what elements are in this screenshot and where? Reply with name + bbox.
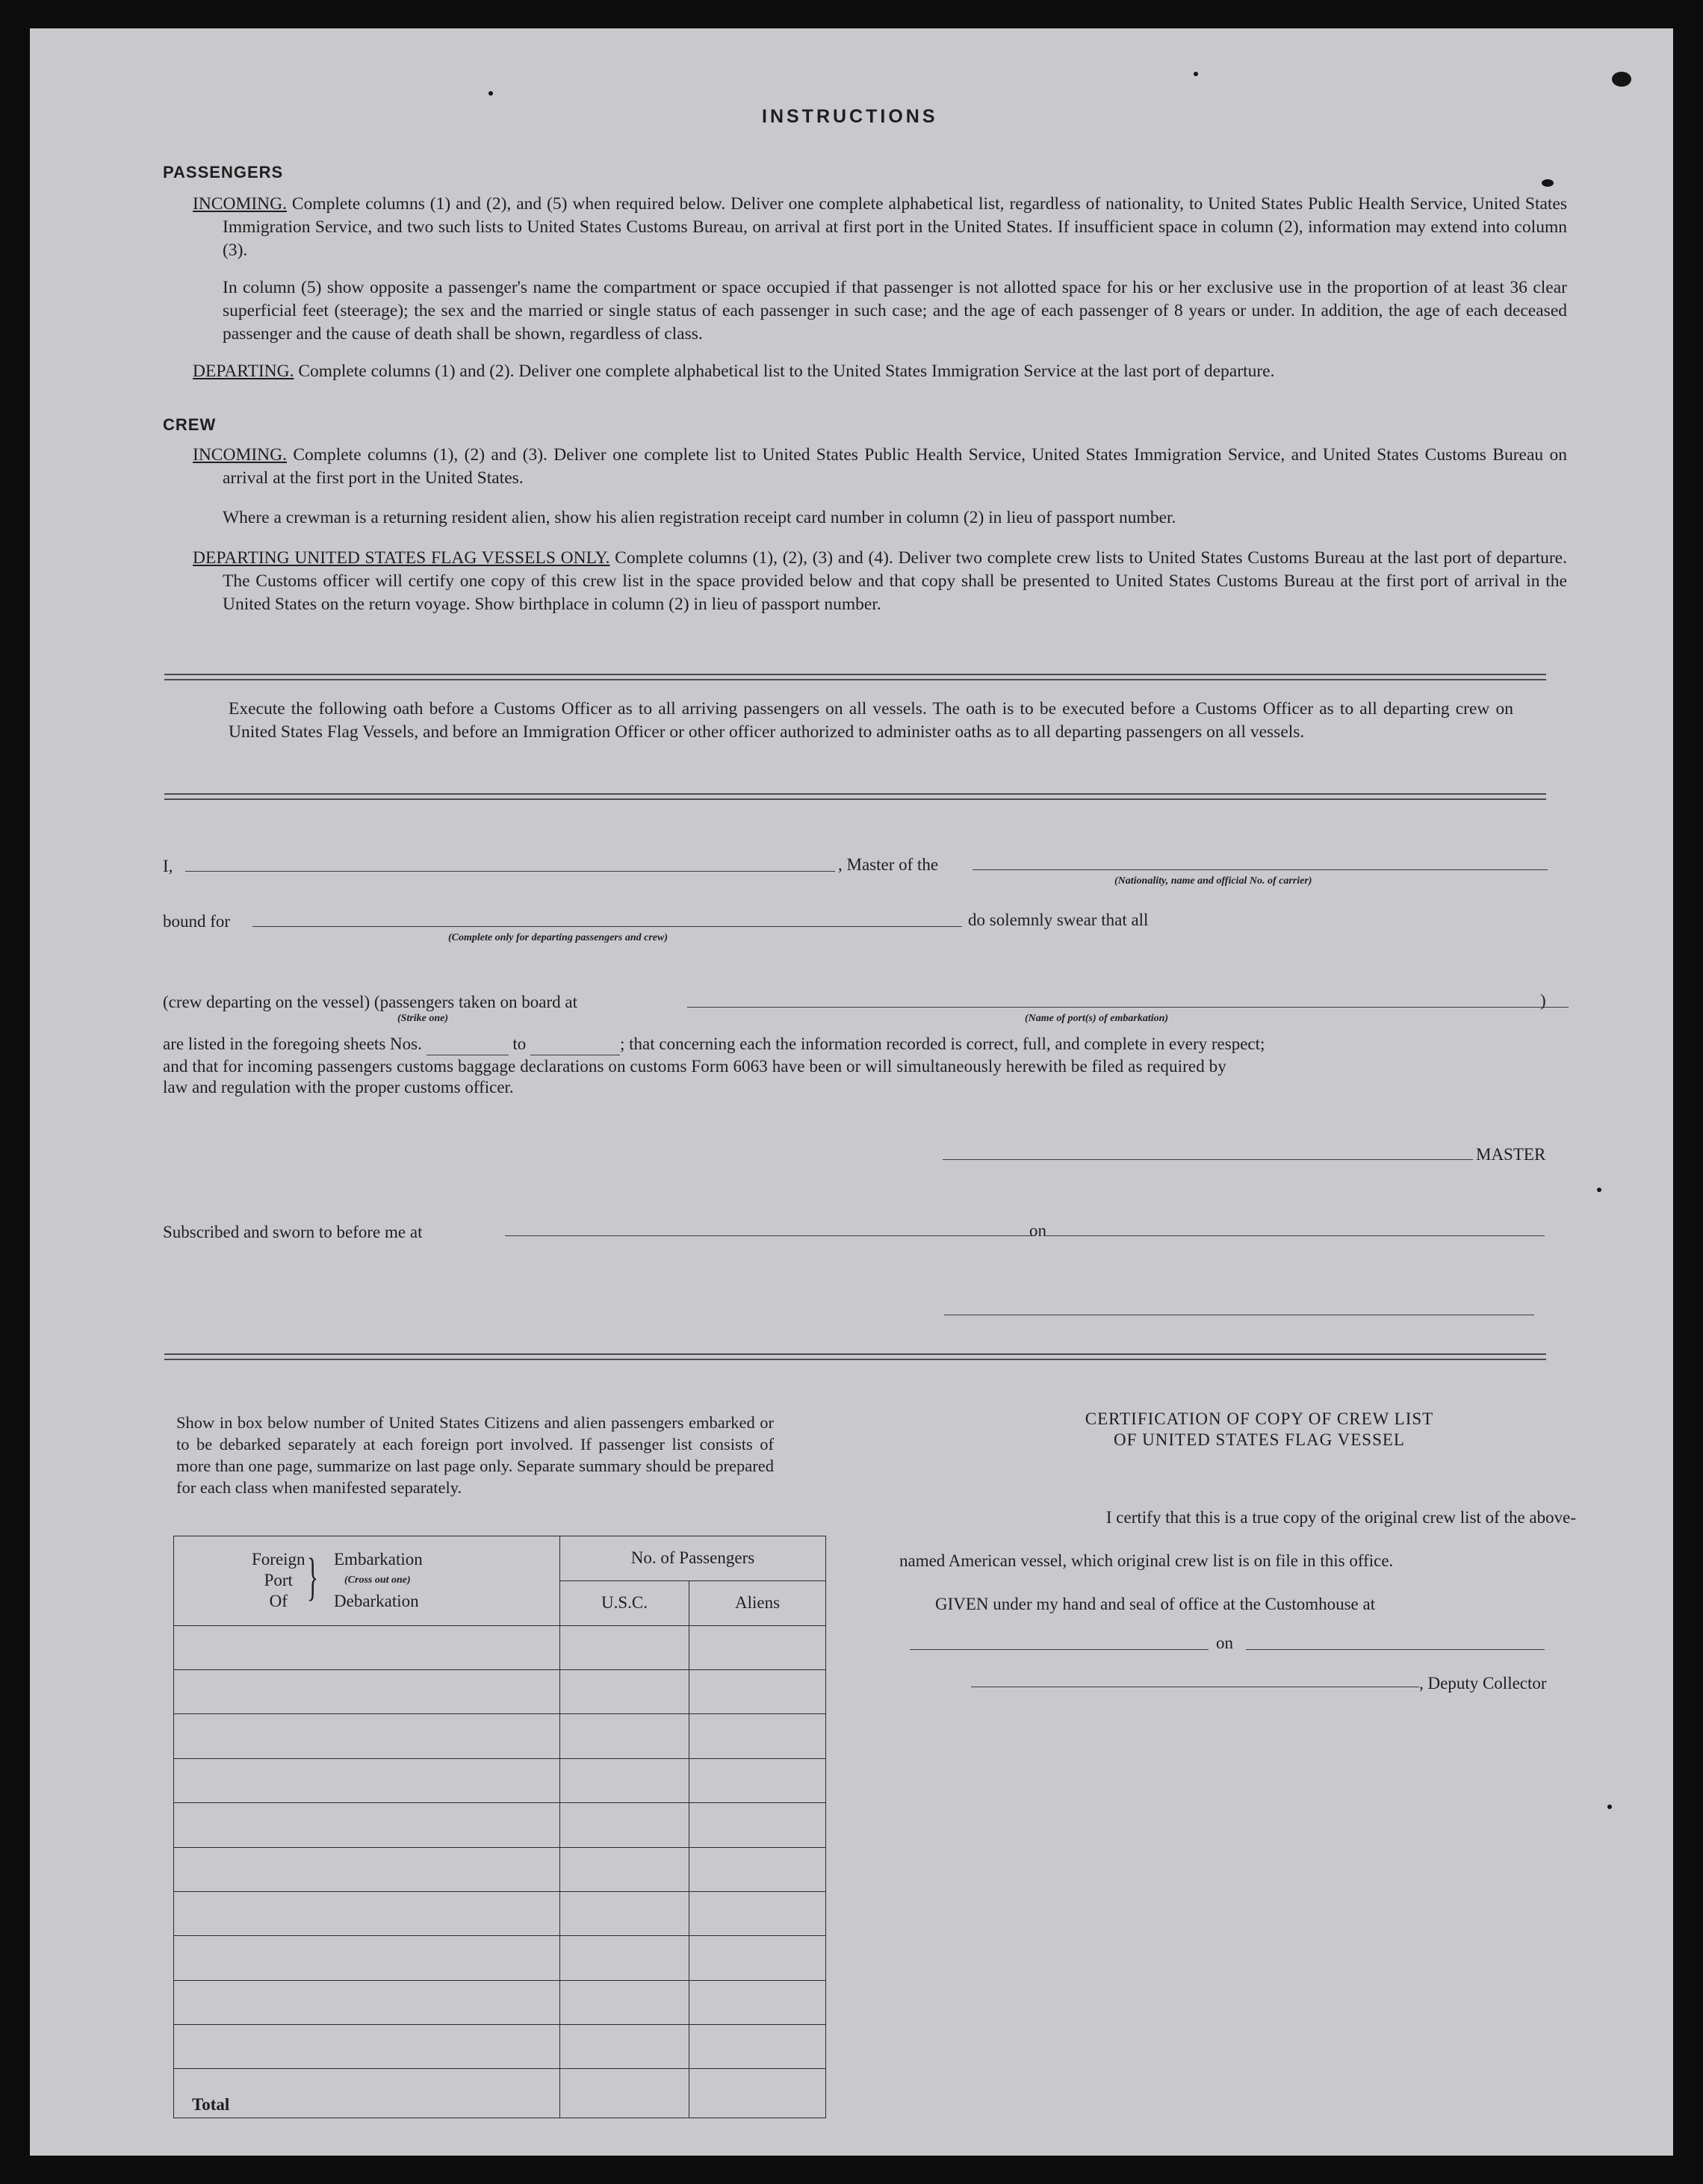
- debarkation-label: Debarkation: [334, 1592, 419, 1611]
- usc-cell[interactable]: [560, 2024, 689, 2068]
- usc-cell[interactable]: [560, 1847, 689, 1891]
- listed-sheets-line: [163, 1034, 1575, 1055]
- master-name-field[interactable]: [185, 871, 835, 872]
- port-label: Port: [264, 1571, 293, 1590]
- passengers-incoming-text: Complete columns (1) and (2), and (5) when required below. Deliver one complete alphabetical list, regardless of nationality, to United States Public Health Service, United States Immigration Service, and two such lists to United States Customs Bureau, on arrival at first port in the United States. If insufficient space in column (2), information may extend into column (3).: [223, 194, 1568, 260]
- port-cell[interactable]: [174, 1980, 560, 2024]
- ink-blot: [1612, 72, 1631, 87]
- swear-text: do solemnly swear that all: [968, 910, 1149, 929]
- crew-incoming-label: INCOMING.: [193, 445, 287, 465]
- aliens-cell[interactable]: [689, 1625, 826, 1669]
- section-divider: [164, 1353, 1546, 1360]
- port-cell[interactable]: [174, 1758, 560, 1802]
- document-page: [30, 28, 1673, 2156]
- sheet-from-field[interactable]: [426, 1034, 509, 1055]
- certification-line1: I certify that this is a true copy of the original crew list of the above-: [1105, 1508, 1576, 1527]
- foreign-label: Foreign: [252, 1550, 305, 1569]
- usc-cell[interactable]: [560, 1714, 689, 1758]
- listed-to: to: [512, 1034, 527, 1053]
- ink-blot: [1607, 1805, 1612, 1809]
- aliens-cell[interactable]: [689, 1714, 826, 1758]
- listed-a: are listed in the foregoing sheets Nos.: [163, 1034, 422, 1053]
- usc-cell[interactable]: [560, 1936, 689, 1980]
- sheet-to-field[interactable]: [530, 1034, 620, 1055]
- table-row: [174, 1891, 826, 1935]
- ink-blot: [1542, 179, 1554, 187]
- sworn-on-field[interactable]: [1044, 1235, 1545, 1236]
- ink-blot: [1194, 72, 1198, 76]
- carrier-field[interactable]: [973, 869, 1548, 870]
- total-row: [174, 2069, 826, 2118]
- bound-for-label: bound for: [163, 912, 231, 931]
- passengers-column5-paragraph: In column (5) show opposite a passenger's name the compartment or space occupied if that passenger is not allotted space for his or her exclusive use in the proportion of at least 36 clear superficial feet (steerage); the sex and the married or single status of each passenger in such case; and the age of each passenger of 8 years or under. In addition, the age of each deceased passenger and the cause of death shall be shown, regardless of class.: [223, 278, 1567, 344]
- crew-incoming-text: Complete columns (1), (2) and (3). Deliver one complete list to United States Public Health Service, United States Immigration Service, and United States Customs Bureau on arrival at the first port in the United States.: [223, 445, 1567, 488]
- crew-departing-text: (crew departing on the vessel) (passengers taken on board at: [163, 993, 577, 1011]
- aliens-cell[interactable]: [689, 1803, 826, 1847]
- summary-note: Show in box below number of United States Citizens and alien passengers embarked or to be debarked separately at each foreign port involved. If passenger list consists of more than one page, summarize on last page only. Separate summary should be prepared for each class when manifested separately.: [176, 1413, 774, 1497]
- master-label: MASTER: [1476, 1145, 1546, 1164]
- aliens-cell[interactable]: [689, 1758, 826, 1802]
- table-row: [174, 2024, 826, 2068]
- passengers-departing-text: Complete columns (1) and (2). Deliver one complete alphabetical list to the United States Immigration Service at the last port of departure.: [298, 362, 1275, 381]
- ports-caption: (Name of port(s) of embarkation): [1025, 1013, 1169, 1024]
- oath-i: I,: [163, 857, 173, 875]
- certification-on-label: on: [1216, 1634, 1233, 1652]
- port-cell[interactable]: [174, 2024, 560, 2068]
- port-cell[interactable]: [174, 1625, 560, 1669]
- embarkation-label: Embarkation: [334, 1550, 423, 1569]
- usc-cell[interactable]: [560, 1758, 689, 1802]
- port-cell[interactable]: [174, 1936, 560, 1980]
- oath-note: Execute the following oath before a Customs Officer as to all arriving passengers on all vessels. The oath is to be executed before a Customs Officer as to all departing crew on United States Flag Vessels, and before an Immigration Officer or other officer authorized to administer oaths as to all departing passengers on all vessels.: [229, 699, 1513, 742]
- port-cell[interactable]: [174, 1670, 560, 1714]
- passengers-incoming-paragraph: [193, 193, 1567, 262]
- table-row: [174, 1758, 826, 1802]
- crew-incoming-paragraph: [193, 444, 1567, 490]
- aliens-cell[interactable]: [689, 1670, 826, 1714]
- passengers-incoming-label: INCOMING.: [193, 194, 287, 214]
- crew-heading: CREW: [163, 415, 217, 434]
- total-label: Total: [174, 2069, 560, 2118]
- no-passengers-header: No. of Passengers: [560, 1536, 826, 1581]
- carrier-caption: (Nationality, name and official No. of carrier): [1114, 875, 1312, 887]
- crew-departing-label: DEPARTING UNITED STATES FLAG VESSELS ONLY.: [193, 548, 610, 568]
- deputy-collector-label: , Deputy Collector: [1419, 1674, 1547, 1693]
- table-row: [174, 1980, 826, 2024]
- usc-cell[interactable]: [560, 1625, 689, 1669]
- master-of-the-label: , Master of the: [838, 855, 939, 874]
- usc-cell[interactable]: [560, 1980, 689, 2024]
- bound-for-field[interactable]: [252, 926, 962, 927]
- ink-blot: [488, 91, 493, 96]
- certification-line2: named American vessel, which original crew list is on file in this office.: [899, 1551, 1394, 1570]
- bound-for-caption: (Complete only for departing passengers and crew): [448, 932, 668, 943]
- certification-date-field[interactable]: [1246, 1649, 1545, 1650]
- port-cell[interactable]: [174, 1891, 560, 1935]
- embarkation-ports-field[interactable]: [687, 1007, 1569, 1008]
- aliens-header: Aliens: [689, 1580, 826, 1625]
- passengers-departing-paragraph: [193, 360, 1569, 383]
- sworn-at-field[interactable]: [505, 1235, 1035, 1236]
- brace-icon: }: [307, 1548, 319, 1607]
- passengers-heading: PASSENGERS: [163, 163, 284, 182]
- passenger-summary-table: [173, 1536, 826, 2118]
- crew-departing-text: Complete columns (1), (2), (3) and (4). Deliver two complete crew lists to United States Customs Bureau at the last port of departure. The Customs officer will certify one copy of this crew list in the space provided below and that copy shall be presented to United States Customs Bureau at the first port of arrival in the United States on the return voyage. Show birthplace in column (2) in lieu of passport number.: [223, 548, 1567, 614]
- table-row: [174, 1625, 826, 1669]
- usc-cell[interactable]: [560, 1670, 689, 1714]
- crew-departing-paragraph: [193, 547, 1567, 616]
- port-cell[interactable]: [174, 1847, 560, 1891]
- certification-heading-1: CERTIFICATION OF COPY OF CREW LIST: [1085, 1409, 1434, 1428]
- port-header-cell: [174, 1536, 560, 1626]
- listed-b: ; that concerning each the information recorded is correct, full, and complete in every respect;: [619, 1034, 1265, 1053]
- passengers-departing-label: DEPARTING.: [193, 362, 294, 381]
- aliens-cell[interactable]: [689, 1936, 826, 1980]
- aliens-cell[interactable]: [689, 1847, 826, 1891]
- strike-caption: (Strike one): [397, 1013, 449, 1024]
- subscribed-label: Subscribed and sworn to before me at: [163, 1223, 423, 1241]
- oath-line3: law and regulation with the proper customs officer.: [163, 1078, 514, 1096]
- table-row: [174, 1714, 826, 1758]
- certification-heading-2: OF UNITED STATES FLAG VESSEL: [1114, 1430, 1405, 1449]
- table-row: [174, 1803, 826, 1847]
- instructions-heading: INSTRUCTIONS: [762, 106, 938, 127]
- usc-total-cell[interactable]: [560, 2069, 689, 2118]
- customhouse-field[interactable]: [910, 1649, 1209, 1650]
- aliens-cell[interactable]: [689, 1980, 826, 2024]
- sworn-on-label: on: [1029, 1221, 1046, 1240]
- port-cell[interactable]: [174, 1803, 560, 1847]
- crew-resident-paragraph: Where a crewman is a returning resident alien, show his alien registration receipt card number in column (2) in lieu of passport number.: [223, 508, 1176, 527]
- aliens-cell[interactable]: [689, 2024, 826, 2068]
- port-cell[interactable]: [174, 1714, 560, 1758]
- master-signature-field[interactable]: [943, 1159, 1473, 1160]
- table-row: [174, 1670, 826, 1714]
- table-row: [174, 1936, 826, 1980]
- aliens-total-cell[interactable]: [689, 2069, 826, 2118]
- usc-cell[interactable]: [560, 1803, 689, 1847]
- certification-line3: GIVEN under my hand and seal of office at the Customhouse at: [935, 1595, 1376, 1613]
- section-divider: [164, 674, 1546, 680]
- oath-line2: and that for incoming passengers customs baggage declarations on customs Form 6063 have been or will simultaneously herewith be filed as required by: [163, 1057, 1226, 1076]
- section-divider: [164, 793, 1546, 800]
- of-label: Of: [269, 1592, 288, 1611]
- aliens-cell[interactable]: [689, 1891, 826, 1935]
- table-row: [174, 1847, 826, 1891]
- close-paren: ): [1540, 991, 1546, 1010]
- ink-blot: [1597, 1188, 1601, 1192]
- usc-header: U.S.C.: [560, 1580, 689, 1625]
- usc-cell[interactable]: [560, 1891, 689, 1935]
- cross-out-label: (Cross out one): [344, 1575, 411, 1586]
